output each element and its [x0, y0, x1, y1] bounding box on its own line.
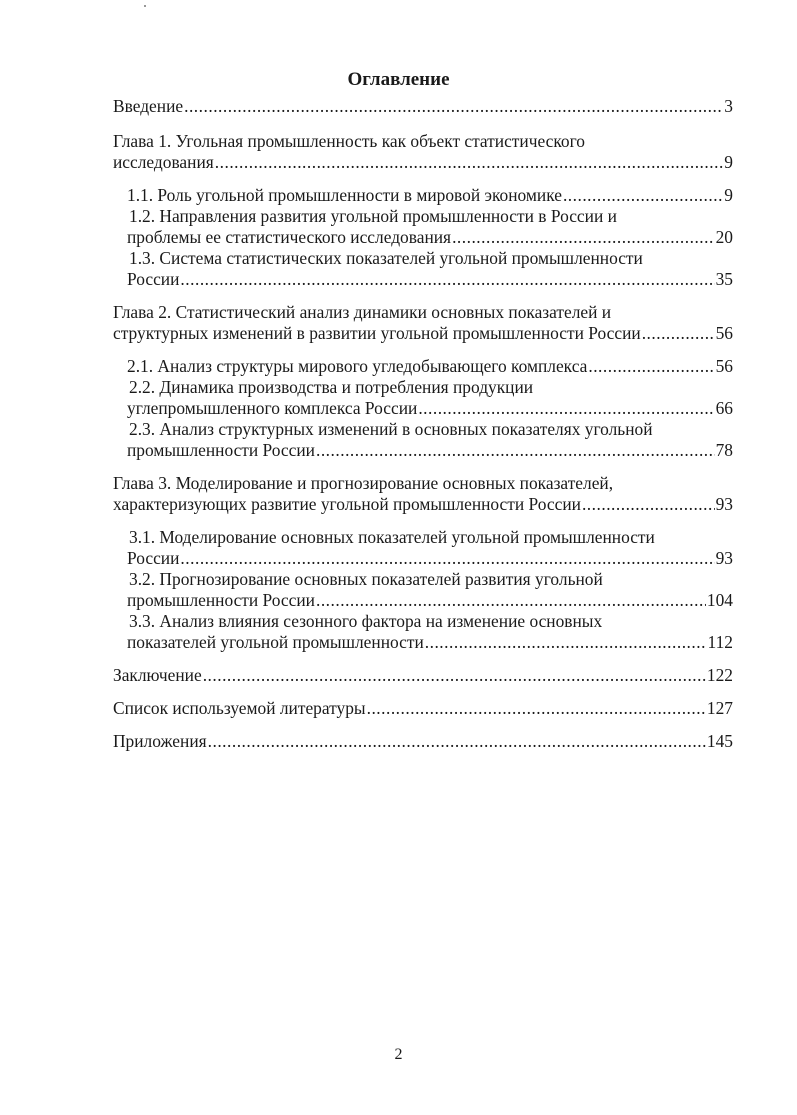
- toc-page-number: 104: [706, 590, 733, 610]
- toc-page-number: 93: [715, 494, 733, 514]
- toc-label: России: [127, 548, 180, 568]
- toc-entry-section-1-2[interactable]: [127, 206, 733, 248]
- page-number: 2: [394, 1046, 403, 1063]
- toc-row: [127, 185, 733, 206]
- toc-page-number: 127: [706, 698, 733, 718]
- toc-row: [127, 356, 733, 377]
- toc-entry-introduction[interactable]: [113, 96, 733, 117]
- toc-page-number: 56: [715, 323, 733, 343]
- toc-leader-dots: [316, 440, 715, 461]
- toc-label: проблемы ее статистического исследования: [127, 227, 452, 247]
- toc-page-number: 66: [715, 398, 733, 418]
- toc-label: Приложения: [113, 731, 207, 751]
- toc-row: [113, 698, 733, 719]
- toc-page-number: 112: [707, 632, 733, 652]
- toc-leader-dots: [418, 398, 714, 419]
- toc-entry-chapter-2[interactable]: [113, 302, 733, 344]
- toc-leader-dots: [184, 96, 723, 117]
- toc-page-number: 9: [724, 152, 733, 172]
- toc-leader-dots: [588, 356, 714, 377]
- toc-row: [127, 269, 733, 290]
- toc-page-number: 78: [715, 440, 733, 460]
- toc-entry-section-2-1[interactable]: [127, 356, 733, 377]
- toc-entry-section-3-1[interactable]: [127, 527, 733, 569]
- toc-entry-section-2-2[interactable]: [127, 377, 733, 419]
- toc-entry-appendices[interactable]: [113, 731, 733, 752]
- toc-leader-dots: [563, 185, 723, 206]
- toc-label: характеризующих развитие угольной промышленности России: [113, 494, 581, 514]
- toc-row: [127, 398, 733, 419]
- toc-leader-dots: [582, 494, 715, 515]
- toc-label-line-1: 2.2. Динамика производства и потребления продукции: [129, 377, 534, 397]
- toc-row: [113, 494, 733, 515]
- toc-label: Список используемой литературы: [113, 698, 366, 718]
- toc-leader-dots: [180, 269, 714, 290]
- toc-entry-bibliography[interactable]: [113, 698, 733, 719]
- toc-label: показателей угольной промышленности: [127, 632, 424, 652]
- toc-label-line-1: Глава 3. Моделирование и прогнозирование основных показателей,: [113, 473, 614, 493]
- toc-row: [127, 632, 733, 653]
- toc-entry-section-1-1[interactable]: [127, 185, 733, 206]
- toc-leader-dots: [215, 152, 724, 173]
- toc-page-number: 145: [706, 731, 733, 751]
- toc-entry-chapter-3[interactable]: [113, 473, 733, 515]
- toc-row: [127, 548, 733, 569]
- toc-row: [113, 665, 733, 686]
- table-of-contents: [0, 96, 797, 752]
- toc-page-number: 9: [724, 185, 733, 205]
- toc-label-line-1: 1.3. Система статистических показателей угольной промышленности: [129, 248, 643, 268]
- toc-label: Введение: [113, 96, 184, 116]
- toc-label-line-1: 2.3. Анализ структурных изменений в основных показателях угольной: [129, 419, 653, 439]
- toc-row: [127, 590, 733, 611]
- toc-label: промышленности России: [127, 440, 315, 460]
- toc-label-line-1: 3.2. Прогнозирование основных показателей развития угольной: [129, 569, 603, 589]
- toc-row: [113, 731, 733, 752]
- toc-page-number: 3: [724, 96, 733, 116]
- page-title: Оглавление: [347, 69, 450, 90]
- toc-label-line-1: 1.2. Направления развития угольной промышленности в России и: [129, 206, 617, 226]
- toc-leader-dots: [367, 698, 706, 719]
- toc-leader-dots: [203, 665, 706, 686]
- toc-row: [113, 323, 733, 344]
- toc-label: исследования: [113, 152, 214, 172]
- toc-label-line-1: Глава 1. Угольная промышленность как объект статистического: [113, 131, 585, 151]
- toc-leader-dots: [642, 323, 715, 344]
- toc-label: 1.1. Роль угольной промышленности в мировой экономике: [127, 185, 562, 205]
- toc-leader-dots: [316, 590, 706, 611]
- toc-entry-conclusion[interactable]: [113, 665, 733, 686]
- toc-label-line-1: 3.1. Моделирование основных показателей угольной промышленности: [129, 527, 655, 547]
- toc-entry-section-1-3[interactable]: [127, 248, 733, 290]
- toc-entry-section-2-3[interactable]: [127, 419, 733, 461]
- toc-label: структурных изменений в развитии угольной промышленности России: [113, 323, 641, 343]
- scan-speck: [144, 5, 146, 7]
- toc-leader-dots: [452, 227, 715, 248]
- toc-leader-dots: [425, 632, 707, 653]
- toc-label: России: [127, 269, 180, 289]
- toc-row: [127, 440, 733, 461]
- toc-page-number: 35: [715, 269, 733, 289]
- toc-entry-section-3-3[interactable]: [127, 611, 733, 653]
- toc-entry-chapter-1[interactable]: [113, 131, 733, 173]
- toc-page-number: 20: [715, 227, 733, 247]
- toc-label: Заключение: [113, 665, 202, 685]
- toc-page-number: 56: [715, 356, 733, 376]
- toc-row: [127, 227, 733, 248]
- toc-page-number: 93: [715, 548, 733, 568]
- toc-leader-dots: [180, 548, 714, 569]
- toc-label-line-1: 3.3. Анализ влияния сезонного фактора на изменение основных: [129, 611, 603, 631]
- toc-leader-dots: [208, 731, 706, 752]
- toc-label: углепромышленного комплекса России: [127, 398, 418, 418]
- toc-entry-section-3-2[interactable]: [127, 569, 733, 611]
- toc-label-line-1: Глава 2. Статистический анализ динамики основных показателей и: [113, 302, 612, 322]
- toc-row: [113, 96, 733, 117]
- toc-row: [113, 152, 733, 173]
- toc-label: промышленности России: [127, 590, 315, 610]
- toc-page-number: 122: [706, 665, 733, 685]
- toc-label: 2.1. Анализ структуры мирового угледобывающего комплекса: [127, 356, 588, 376]
